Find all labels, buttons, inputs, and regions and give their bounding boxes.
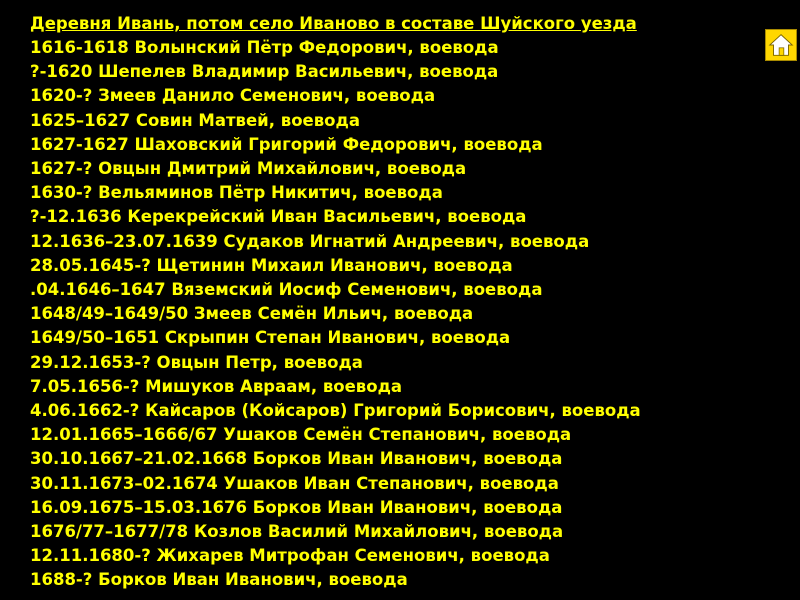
list-item: 1625–1627 Совин Матвей, воевода <box>30 110 360 130</box>
list-item: .04.1646–1647 Вяземский Иосиф Семенович, воевода <box>30 280 543 300</box>
list-item: 28.05.1645-? Щетинин Михаил Иванович, воевода <box>30 255 513 275</box>
list-item: 1627-? Овцын Дмитрий Михайлович, воевода <box>30 159 467 179</box>
list-item: 29.12.1653-? Овцын Петр, воевода <box>30 352 363 372</box>
list-item: ?-12.1636 Керекрейский Иван Васильевич, воевода <box>30 207 527 227</box>
list-item: 1630-? Вельяминов Пётр Никитич, воевода <box>30 183 443 203</box>
list-item: 7.05.1656-? Мишуков Авраам, воевода <box>30 376 403 396</box>
list-item: 16.09.1675–15.03.1676 Борков Иван Иванович, воевода <box>30 497 563 517</box>
list-item: 12.11.1680-? Жихарев Митрофан Семенович, воевода <box>30 546 550 566</box>
list-item: 4.06.1662-? Кайсаров (Койсаров) Григорий Борисович, воевода <box>30 401 641 421</box>
home-icon <box>766 30 796 60</box>
list-item: 1676/77–1677/78 Козлов Василий Михайлович, воевода <box>30 522 564 542</box>
list-item: 1648/49–1649/50 Змеев Семён Ильич, воевода <box>30 304 474 324</box>
slide-content <box>30 12 750 593</box>
list-item: 30.11.1673–02.1674 Ушаков Иван Степанович, воевода <box>30 473 559 493</box>
list-item: ?-1620 Шепелев Владимир Васильевич, воевода <box>30 62 499 82</box>
list-item: 12.01.1665–1666/67 Ушаков Семён Степанович, воевода <box>30 425 572 445</box>
slide-title: Деревня Ивань, потом село Иваново в составе Шуйского уезда <box>30 14 637 33</box>
home-button[interactable] <box>765 29 797 61</box>
list-item: 1649/50–1651 Скрыпин Степан Иванович, воевода <box>30 328 511 348</box>
voivode-list <box>30 36 750 593</box>
list-item: 30.10.1667–21.02.1668 Борков Иван Иванович, воевода <box>30 449 563 469</box>
list-item: 1616-1618 Волынский Пётр Федорович, воевода <box>30 38 499 57</box>
list-item: 1627-1627 Шаховский Григорий Федорович, воевода <box>30 134 543 154</box>
list-item: 12.1636–23.07.1639 Судаков Игнатий Андреевич, воевода <box>30 231 590 251</box>
list-item: 1620-? Змеев Данило Семенович, воевода <box>30 86 436 106</box>
list-item: 1688-? Борков Иван Иванович, воевода <box>30 570 408 590</box>
